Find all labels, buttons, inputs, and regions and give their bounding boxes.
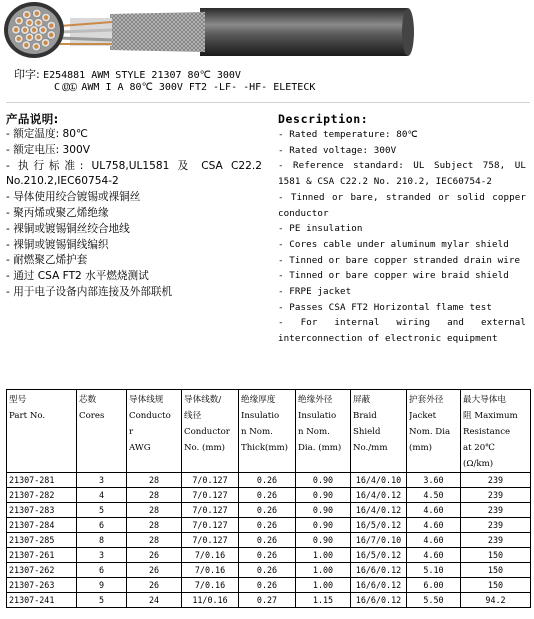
cable-foil-and-wires [60,18,112,46]
table-header-cell [407,390,461,473]
table-row [7,578,531,593]
table-cell: 7/0.127 [182,473,239,488]
table-cell: 239 [461,518,531,533]
table-header-line: No. (mm) [184,443,226,453]
desc-en-item: - Reference standard: UL Subject 758, UL 1581 & CSA C22.2 No. 210.2, IEC60754-2 [278,160,526,188]
marking-prefix: 印字: [14,68,40,81]
table-cell: 3.60 [407,473,461,488]
table-cell: 0.26 [239,503,296,518]
core-conductor [35,11,39,15]
table-cell: 28 [127,503,182,518]
table-cell: 21307-261 [7,548,77,563]
core-conductor [25,12,29,16]
desc-en-item: - Cores cable under aluminum mylar shield [278,238,509,250]
core-conductor [24,43,28,47]
description-list-en [278,127,526,347]
table-cell: 4 [77,488,127,503]
description-chinese [6,112,262,301]
core-conductor [17,37,21,41]
table-header-cell [461,390,531,473]
table-cell: 0.27 [239,593,296,608]
table-cell: 7/0.127 [182,533,239,548]
table-header-line: Insulatio [241,411,280,421]
table-cell: 5 [77,593,127,608]
table-cell: 150 [461,563,531,578]
ul-logo-icon: ⓊⓁ [62,83,77,92]
table-cell: 3 [77,548,127,563]
table-row [7,533,531,548]
desc-cn-item: - 耐燃聚乙烯护套 [6,254,88,267]
table-row [7,563,531,578]
table-cell: 21307-284 [7,518,77,533]
desc-cn-item: - 额定电压: 300V [6,143,90,156]
cable-illustration [0,0,534,64]
table-row [7,518,531,533]
marking-text-2: AWM I A 80℃ 300V FT2 -LF- -HF- ELETECK [81,82,316,93]
core-conductor [32,28,36,32]
table-header-line: 绝缘厚度 [241,395,276,405]
table-header-line: Shield [353,427,381,437]
core-conductor [27,35,31,39]
table-body [7,473,531,608]
table-header-line: 型号 [9,395,27,405]
table-cell: 16/4/0.10 [351,473,407,488]
table-cell: 7/0.16 [182,578,239,593]
table-cell: 7/0.16 [182,563,239,578]
table-cell: 150 [461,578,531,593]
table-cell: 239 [461,503,531,518]
table-cell: 24 [127,593,182,608]
core-conductor [23,28,27,32]
table-header-line: at 20℃ [463,443,495,453]
desc-cn-item: - 通过 CSA FT2 水平燃烧测试 [6,270,149,283]
table-header-line: 阻 Maximum [463,411,518,421]
table-cell: 16/6/0.12 [351,578,407,593]
table-cell: 7/0.127 [182,503,239,518]
table-header-cell [77,390,127,473]
table-header-cell [7,390,77,473]
table-cell: 5.50 [407,593,461,608]
table-cell: 26 [127,563,182,578]
desc-en-item: - Tinned or bare, stranded or solid copper conductor [278,191,526,219]
desc-cn-item: - 裸铜或镀锡铜丝绞合地线 [6,222,130,235]
table-cell: 11/0.16 [182,593,239,608]
table-header-line: (Ω/km) [463,459,494,469]
table-cell: 21307-241 [7,593,77,608]
table-cell: 28 [127,473,182,488]
table-header-line: 芯数 [79,395,97,405]
table-cell: 3 [77,473,127,488]
desc-en-item: - Rated temperature: 80℃ [278,129,418,140]
table-row [7,488,531,503]
table-cell: 26 [127,578,182,593]
table-header-line: Cores [79,411,105,421]
table-cell: 0.26 [239,533,296,548]
table-cell: 0.26 [239,548,296,563]
marking-text-1: E254881 AWM STYLE 21307 80℃ 300V [43,70,241,81]
table-cell: 6.00 [407,578,461,593]
table-cell: 239 [461,533,531,548]
table-cell: 1.00 [296,548,351,563]
table-header-line: 屏蔽 [353,395,371,405]
divider [6,102,530,103]
table-cell: 5.10 [407,563,461,578]
table-header-line: r [129,427,134,437]
core-conductor [34,44,38,48]
table-header-cell [296,390,351,473]
table-cell: 6 [77,563,127,578]
table-header-line: 导体线规 [129,395,164,405]
table-cell: 4.60 [407,533,461,548]
table-header-row [7,390,531,473]
table-header-cell [182,390,239,473]
table-header-line: 护套外径 [409,395,444,405]
table-cell: 1.00 [296,563,351,578]
spec-table [6,389,531,608]
table-cell: 6 [77,518,127,533]
table-cell: 28 [127,533,182,548]
table-row [7,503,531,518]
table-cell: 16/6/0.12 [351,563,407,578]
table-row [7,473,531,488]
desc-en-item: - FRPE jacket [278,286,352,298]
table-header-cell [351,390,407,473]
table-cell: 21307-281 [7,473,77,488]
table-cell: 0.26 [239,563,296,578]
desc-cn-item: - 用于电子设备内部连接及外部联机 [6,285,173,298]
desc-cn-item: - 额定温度: 80℃ [6,128,88,140]
core-conductor [36,35,40,39]
core-conductor [17,19,21,23]
table-cell: 0.26 [239,488,296,503]
table-header-line: 导体线数/ [184,395,222,405]
table-header-line: Part No. [9,411,46,421]
table-cell: 0.90 [296,503,351,518]
table-cell: 0.26 [239,578,296,593]
table-cell: 16/6/0.12 [351,593,407,608]
desc-cn-item: - 执行标准: UL758,UL1581 及 CSA C22.2 No.210.2,IEC60754-2 [6,159,262,188]
marking-c: C [54,82,61,93]
table-cell: 7/0.127 [182,488,239,503]
table-header-line: (mm) [409,443,433,453]
table-row [7,593,531,608]
desc-cn-item: - 导体使用绞合镀锡或裸铜丝 [6,191,141,204]
table-cell: 150 [461,548,531,563]
table-cell: 239 [461,473,531,488]
core-conductor [14,28,18,32]
table-cell: 28 [127,488,182,503]
table-cell: 7/0.16 [182,548,239,563]
table-cell: 21307-283 [7,503,77,518]
table-cell: 16/5/0.12 [351,548,407,563]
marking-line-1 [14,66,241,82]
table-cell: 0.26 [239,518,296,533]
description-list-cn [6,127,262,301]
table-cell: 1.15 [296,593,351,608]
table-header-line: n Nom. [241,427,273,437]
table-cell: 8 [77,533,127,548]
table-cell: 16/4/0.12 [351,503,407,518]
desc-en-item: - Passes CSA FT2 Horizontal flame test [278,301,492,313]
table-header-line: n Nom. [298,427,330,437]
desc-en-item: - PE insulation [278,223,363,235]
core-conductor [49,23,53,27]
table-header-line: 最大导体电 [463,395,506,405]
description-title-cn: 产品说明: [6,112,59,126]
table-cell: 7/0.127 [182,518,239,533]
desc-cn-item: - 聚丙烯或聚乙烯绝缘 [6,206,109,219]
table-cell: 28 [127,518,182,533]
table-header-line: No./mm [353,443,388,453]
table-cell: 21307-262 [7,563,77,578]
desc-en-item: - Tinned or bare copper stranded drain wire [278,254,521,266]
table-cell: 239 [461,488,531,503]
table-cell: 9 [77,578,127,593]
table-header-line: 绝缘外径 [298,395,333,405]
table-header-line: Conductor [184,427,230,437]
table-header-line: 线径 [184,411,202,421]
table-cell: 16/4/0.12 [351,488,407,503]
table-header-line: Insulatio [298,411,337,421]
table-cell: 4.60 [407,503,461,518]
core-conductor [43,41,47,45]
table-cell: 0.90 [296,518,351,533]
table-cell: 21307-282 [7,488,77,503]
desc-cn-item: - 裸铜或镀锡铜线编织 [6,238,109,251]
table-header-cell [127,390,182,473]
cable-cross-section [4,2,64,58]
table-cell: 4.60 [407,518,461,533]
core-conductor [44,15,48,19]
table-header-line: Nom. Dia [409,427,451,437]
table-cell: 21307-285 [7,533,77,548]
table-cell: 26 [127,548,182,563]
table-header-line: Thick(mm) [241,443,289,453]
table-cell: 0.90 [296,533,351,548]
table-cell: 5 [77,503,127,518]
table-cell: 16/5/0.12 [351,518,407,533]
desc-en-item: - Tinned or bare copper wire braid shield [278,270,509,282]
marking-line-2 [54,81,315,93]
description-title-en: Description: [278,112,369,126]
core-conductor [27,21,31,25]
description-english [278,112,526,347]
table-header-line: Dia. (mm) [298,443,342,453]
core-conductor [36,21,40,25]
table-header-cell [239,390,296,473]
cable-jacket [200,8,414,56]
table-cell: 94.2 [461,593,531,608]
table-cell: 16/7/0.10 [351,533,407,548]
table-header-line: Jacket [409,411,437,421]
table-cell: 21307-263 [7,578,77,593]
desc-en-item: - For internal wiring and external interconnection of electronic equipment [278,317,526,345]
table-row [7,548,531,563]
table-cell: 1.00 [296,578,351,593]
table-cell: 4.60 [407,548,461,563]
core-conductor [41,28,45,32]
core-conductor [49,33,53,37]
table-header-line: Resistance [463,427,511,437]
table-cell: 0.90 [296,473,351,488]
desc-en-item: - Rated voltage: 300V [278,144,397,156]
table-cell: 0.26 [239,473,296,488]
table-cell: 4.50 [407,488,461,503]
table-header-line: Conducto [129,411,171,421]
table-cell: 0.90 [296,488,351,503]
table-header-line: AWG [129,443,151,453]
cable-braid [110,12,205,52]
table-header-line: Braid [353,411,377,421]
